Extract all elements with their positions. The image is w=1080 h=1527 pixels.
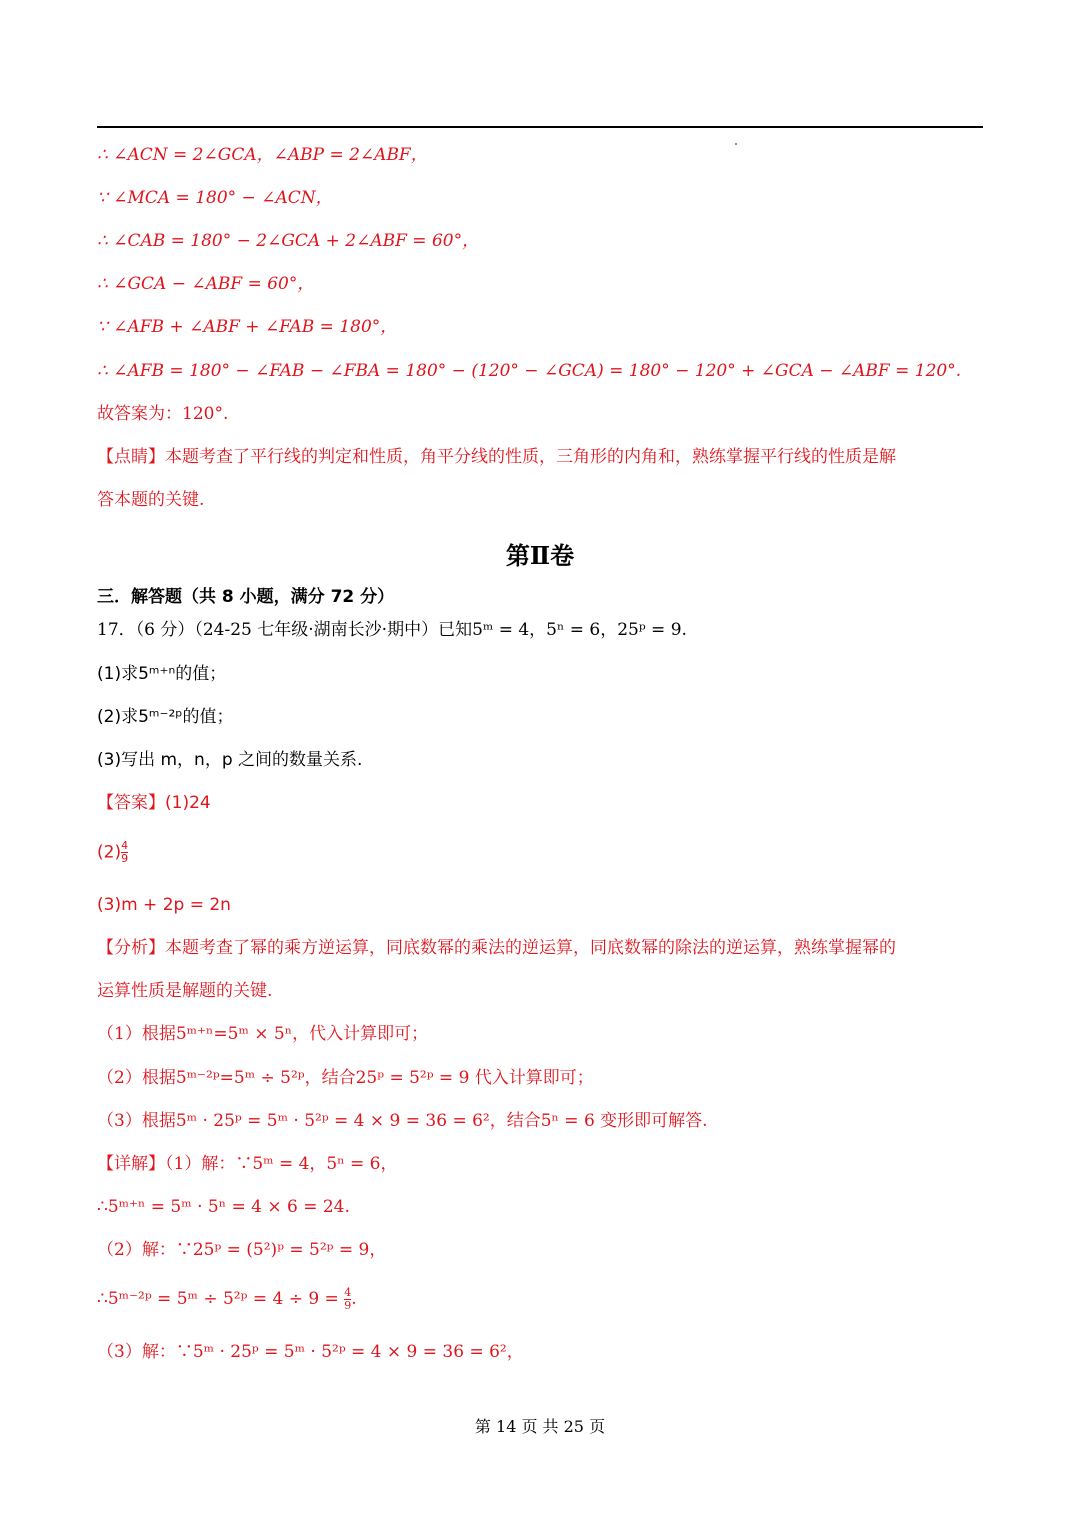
analysis-line-1: 【分析】本题考查了幂的乘方逆运算，同底数幂的乘法的逆运算，同底数幂的除法的逆运算，熟练掌握幂的 — [97, 938, 896, 958]
answer-tag: 【答案】 — [97, 793, 165, 813]
detail-line-5: （3）解：∵5ᵐ · 25ᵖ = 5ᵐ · 5²ᵖ = 4 × 9 = 36 = 6²， — [97, 1342, 524, 1362]
detail-line-1: 【详解】（1）解：∵5ᵐ = 4，5ⁿ = 6， — [97, 1154, 398, 1174]
prev-line-2: ∵ ∠MCA = 180° − ∠ACN， — [97, 188, 333, 208]
prev-line-5: ∵ ∠AFB + ∠ABF + ∠FAB = 180°， — [97, 317, 398, 337]
stray-dot — [735, 143, 737, 145]
prev-line-1: ∴ ∠ACN = 2∠GCA，∠ABP = 2∠ABF， — [97, 145, 428, 165]
answer-line-1 — [97, 791, 211, 815]
analysis-line-2: 运算性质是解题的关键. — [97, 981, 273, 1001]
detail-line-3: （2）解：∵25ᵖ = (5²)ᵖ = 5²ᵖ = 9， — [97, 1240, 387, 1260]
prev-line-3: ∴ ∠CAB = 180° − 2∠GCA + 2∠ABF = 60°， — [97, 231, 480, 251]
detail-4-fraction: $\frac{4}{9}$ — [344, 1286, 352, 1312]
answer-line-3: (3)m + 2p = 2n — [97, 895, 231, 915]
analysis-line-3: （1）根据5ᵐ⁺ⁿ=5ᵐ × 5ⁿ，代入计算即可； — [97, 1024, 429, 1044]
prev-comment-2: 答本题的关键. — [97, 490, 205, 510]
prev-line-4: ∴ ∠GCA − ∠ABF = 60°， — [97, 274, 315, 294]
page-footer: 第 14 页 共 25 页 — [474, 1417, 606, 1436]
analysis-line-4: （2）根据5ᵐ⁻²ᵖ=5ᵐ ÷ 5²ᵖ，结合25ᵖ = 5²ᵖ = 9 代入计算即可； — [97, 1068, 594, 1088]
prev-comment-1: 【点睛】本题考查了平行线的判定和性质，角平分线的性质，三角形的内角和，熟练掌握平行线的性质是解 — [97, 447, 896, 467]
prev-answer: 故答案为：120°. — [97, 404, 229, 424]
prev-line-6: ∴ ∠AFB = 180° − ∠FAB − ∠FBA = 180° − (120° − ∠GCA) = 180° − 120° + ∠GCA − ∠ABF = 120°. — [97, 361, 962, 381]
answer-2-fraction: $\frac{4}{9}$ — [121, 839, 129, 865]
answer-line-2 — [97, 840, 128, 865]
q17-part-3: (3)写出 m，n，p 之间的数量关系. — [97, 750, 363, 770]
q17-stem: 17．（6 分）（24-25 七年级·湖南长沙·期中）已知5ᵐ = 4，5ⁿ = 6，25ᵖ = 9. — [97, 620, 687, 640]
q17-part-1: (1)求5ᵐ⁺ⁿ的值； — [97, 664, 227, 684]
answer-2-prefix: (2) — [97, 842, 122, 863]
q17-part-2: (2)求5ᵐ⁻²ᵖ的值； — [97, 707, 234, 727]
detail-line-4 — [97, 1287, 357, 1312]
header-rule — [97, 126, 983, 128]
answer-1: (1)24 — [165, 793, 211, 813]
detail-4-prefix: ∴5ᵐ⁻²ᵖ = 5ᵐ ÷ 5²ᵖ = 4 ÷ 9 = — [97, 1289, 345, 1309]
detail-line-2: ∴5ᵐ⁺ⁿ = 5ᵐ · 5ⁿ = 4 × 6 = 24. — [97, 1197, 350, 1217]
section-heading: 三．解答题（共 8 小题，满分 72 分） — [97, 587, 395, 607]
analysis-line-5: （3）根据5ᵐ · 25ᵖ = 5ᵐ · 5²ᵖ = 4 × 9 = 36 = 6²，结合5ⁿ = 6 变形即可解答. — [97, 1111, 708, 1131]
detail-4-suffix: . — [351, 1289, 357, 1309]
part-title: 第Ⅱ卷 — [505, 541, 575, 570]
